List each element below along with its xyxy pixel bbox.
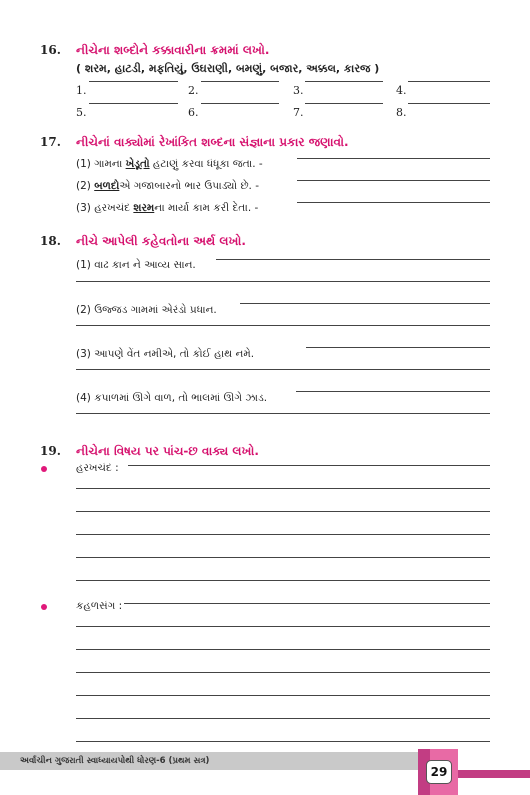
q18-answer-line[interactable] bbox=[76, 413, 490, 414]
q19-answer-line[interactable] bbox=[124, 603, 490, 604]
proverb-text: આપણે વેંત નમીએ, તો કોઈ હાથ નમે. bbox=[94, 348, 255, 360]
item-number: (3) bbox=[76, 348, 91, 360]
q16-title: નીચેના શબ્દોને કક્કાવારીના ક્રમમાં લખો. bbox=[76, 43, 270, 57]
q17-item bbox=[76, 158, 263, 171]
item-text-post: હટાણું કરવા ધંધૂકા જતા. - bbox=[149, 158, 263, 170]
q16-blank-label: 1. bbox=[76, 84, 87, 97]
q19-topic-label: કહળસંગ : bbox=[76, 600, 123, 612]
q19-answer-line[interactable] bbox=[128, 465, 490, 466]
q18-proverb bbox=[76, 348, 254, 361]
item-number: (1) bbox=[76, 259, 91, 271]
q16-answer-line[interactable] bbox=[305, 81, 383, 82]
q19-answer-line[interactable] bbox=[76, 672, 490, 673]
q18-answer-line[interactable] bbox=[76, 325, 490, 326]
q16-answer-line[interactable] bbox=[201, 81, 279, 82]
item-text-post: ના માર્યા કામ કરી દેતા. - bbox=[154, 202, 259, 214]
q18-number: 18. bbox=[40, 234, 61, 248]
q16-blank-label: 8. bbox=[396, 106, 407, 119]
q16-blank-label: 4. bbox=[396, 84, 407, 97]
q16-number: 16. bbox=[40, 43, 61, 57]
q19-answer-line[interactable] bbox=[76, 557, 490, 558]
q19-number: 19. bbox=[40, 444, 61, 458]
q18-answer-line[interactable] bbox=[76, 369, 490, 370]
q18-answer-line[interactable] bbox=[216, 259, 490, 260]
q18-proverb bbox=[76, 392, 267, 405]
q19-answer-line[interactable] bbox=[76, 718, 490, 719]
proverb-text: વાઢ કાન ને આવ્ય સાન. bbox=[94, 259, 196, 271]
item-number: (2) bbox=[76, 304, 91, 316]
q18-answer-line[interactable] bbox=[296, 391, 490, 392]
page-number: 29 bbox=[426, 760, 452, 784]
q17-answer-line[interactable] bbox=[297, 158, 490, 159]
q16-blank-label: 2. bbox=[188, 84, 199, 97]
q19-answer-line[interactable] bbox=[76, 534, 490, 535]
item-text-pre: હરખચંદ bbox=[94, 202, 134, 214]
q18-proverb bbox=[76, 304, 217, 317]
bullet-icon bbox=[41, 466, 47, 472]
q19-answer-line[interactable] bbox=[76, 580, 490, 581]
q17-item bbox=[76, 202, 258, 215]
q16-word-list: ( શરમ, હાટડી, મફતિયું, ઉઘરાણી, બમણું, બજાર, અક્કલ, કારજ ) bbox=[76, 62, 380, 75]
q17-number: 17. bbox=[40, 135, 61, 149]
q16-answer-line[interactable] bbox=[89, 81, 178, 82]
q18-answer-line[interactable] bbox=[76, 281, 490, 282]
q19-topic-label: હરખચંદ : bbox=[76, 462, 119, 474]
item-number: (4) bbox=[76, 392, 91, 404]
q19-answer-line[interactable] bbox=[76, 626, 490, 627]
item-text-post: એ ગજાબારનો ભાર ઉપાડ્યો છે. - bbox=[119, 180, 260, 192]
underlined-word: ખેડૂતો bbox=[125, 158, 150, 170]
item-text-pre: ગામના bbox=[94, 158, 126, 170]
proverb-text: ઉજ્જડ ગામમાં એરંડો પ્રધાન. bbox=[94, 304, 217, 316]
underlined-word: બળદો bbox=[94, 180, 120, 192]
q17-answer-line[interactable] bbox=[297, 202, 490, 203]
q16-answer-line[interactable] bbox=[201, 103, 279, 104]
q17-item bbox=[76, 180, 259, 193]
q16-blank-label: 5. bbox=[76, 106, 87, 119]
q17-answer-line[interactable] bbox=[297, 180, 490, 181]
q19-title: નીચેના વિષય પર પાંચ-છ વાક્ય લખો. bbox=[76, 444, 259, 458]
q19-answer-line[interactable] bbox=[76, 741, 490, 742]
q16-answer-line[interactable] bbox=[408, 81, 490, 82]
item-number: (1) bbox=[76, 158, 91, 170]
q16-blank-label: 7. bbox=[293, 106, 304, 119]
item-number: (2) bbox=[76, 180, 91, 192]
q16-blank-label: 3. bbox=[293, 84, 304, 97]
bullet-icon bbox=[41, 604, 47, 610]
underlined-word: શરમ bbox=[133, 202, 155, 214]
q18-proverb bbox=[76, 259, 196, 272]
q16-answer-line[interactable] bbox=[305, 103, 383, 104]
q19-answer-line[interactable] bbox=[76, 695, 490, 696]
q16-answer-line[interactable] bbox=[408, 103, 490, 104]
q19-answer-line[interactable] bbox=[76, 511, 490, 512]
q17-title: નીચેનાં વાક્યોમાં રેખાંકિત શબ્દના સંજ્ઞાના પ્રકાર જણાવો. bbox=[76, 135, 349, 149]
item-number: (3) bbox=[76, 202, 91, 214]
q19-answer-line[interactable] bbox=[76, 488, 490, 489]
q16-answer-line[interactable] bbox=[89, 103, 178, 104]
q18-title: નીચે આપેલી કહેવતોના અર્થ લખો. bbox=[76, 234, 246, 248]
proverb-text: કપાળમાં ઊગે વાળ, તો ભાલમાં ઊગે ઝાડ. bbox=[94, 392, 268, 404]
q16-blank-label: 6. bbox=[188, 106, 199, 119]
q18-answer-line[interactable] bbox=[306, 347, 490, 348]
footer-accent-stripe bbox=[458, 770, 530, 778]
footer-book-title: અર્વાચીન ગુજરાતી સ્વાધ્યાયપોથી ધોરણ-6 (પ્રથમ સત્ર) bbox=[20, 756, 210, 766]
q18-answer-line[interactable] bbox=[240, 303, 490, 304]
q19-answer-line[interactable] bbox=[76, 649, 490, 650]
